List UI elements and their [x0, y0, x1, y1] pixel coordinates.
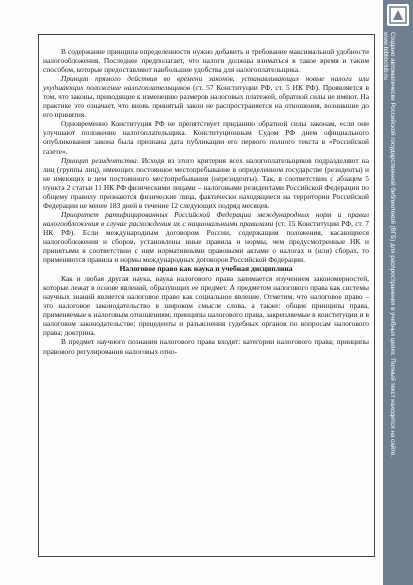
paragraph-direct-action — [43, 74, 369, 119]
section-heading: Налоговое право как наука и учебная дисциплина — [119, 264, 293, 274]
paragraph-subject — [43, 337, 369, 355]
library-logo-icon — [387, 4, 409, 26]
paragraph-lead-italic: Приоритет ратифицированных Российской Федерации международных норм и правил налогообложения в случае расхождения их с национальными правилами — [43, 209, 369, 228]
paragraph-text: Исходя из этого критерия всех налогоплательщиков подразделяют на лиц (группы лиц), имеющих постоянное местопребывание в определенном государстве (резиденты) и не имеющих в нем постоянного местопребывания (нерезиденты). Так, в соответствии с абзацем 5 пункта 2 статьи 11 НК РФ физическими лицами – налоговыми резидентами Российской Федерации по общему правилу признаются физические лица, фактически находящиеся на территории Российской Федерации не менее 183 дней в течение 12 следующих подряд месяцев. — [43, 155, 369, 210]
paragraph-international-priority — [43, 210, 369, 264]
paragraph-text: (ст. 15 Конституции РФ, ст. 7 НК РФ). Если международным договором России, содержащим положения, касающиеся налогообложения и сборов, установлены иные правила и нормы, чем предусмотренные НК и принятыми в соответствии с ним нормативными правовыми актами о налогах и (или) сборах, то применяются правила и нормы международных договоров Российской Федерации. — [43, 218, 369, 265]
paragraph-science — [43, 274, 369, 337]
page-content — [43, 38, 369, 356]
sidebar-watermark-text — [382, 32, 396, 457]
paragraph-retroactive — [43, 119, 369, 155]
paragraph-lead-italic: Принцип прямого действия во времени законов, устанавливающих новые налоги или ухудшающих положение налогоплательщиков — [43, 74, 369, 93]
paragraph-lead-italic: Принцип резидентства. — [61, 155, 139, 165]
paragraph-residency — [43, 156, 369, 210]
sidebar-text-line-1: Создано автоматически Российской государственной библиотекой (ВГБ) для распространения в учебных целях. Полный текст находится на сайте. — [389, 32, 396, 457]
sidebar-text-line-2: www.biblioclub.ru — [382, 32, 389, 80]
paragraph-text: В содержание принципа определенности нужно добавить и требование максимальной удобности налогообложения. Последнее предполагает, что налоги должны взиматься в такое время и таким способом, которые предоставляют наибольшие удобства для налогоплательщика. — [43, 47, 369, 75]
paragraph-text: В предмет научного познания налогового права входят: категории налогового права; принципы правового регулирования налоговых отно- — [43, 337, 369, 356]
paragraph-text: Как и любая другая наука, наука налогового права занимается изучением закономерностей, которые лежат в основе явлений, образующих ее предмет. А предметом налогового права как системы научных знаний является налоговое право как социальное явление. Отметим, что налоговое право – это налоговое законодательство в широком смысле слова, а также: общие принципы права, применяемые к налоговым отношениям; принципы налогового права, закрепляемые в конституции и в налоговом законодательстве; прецеденты и разъяснения судебных органов по вопросам налогового права; доктрина. — [43, 274, 369, 338]
paragraph-certainty — [43, 47, 369, 74]
paragraph-text: Одновременно Конституция РФ не препятствует приданию обратной силы законам, если они улучшают положение налогоплательщика. Конституционным Судом РФ днем официального опубликования закона была признана дата публикации его первого полного текста в «Российской газете». — [43, 119, 369, 156]
paragraph-text: (ст. 57 Конституции РФ, ст. 5 НК РФ). Проявляется в том, что законы, приводящие к изменению размеров налоговых платежей, обратной силы не имеют. На практике это означает, что вновь принятый закон не распространяется на отношения, возникшие до его принятия. — [43, 83, 369, 120]
